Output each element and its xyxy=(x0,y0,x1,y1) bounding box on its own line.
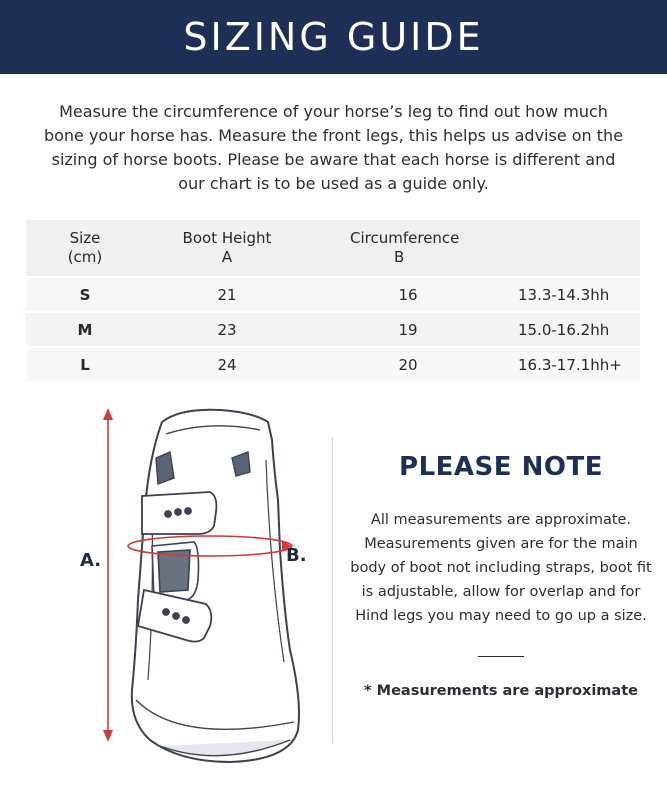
height-arrow-icon xyxy=(103,408,113,742)
cell-size: S xyxy=(79,285,91,304)
table-row xyxy=(26,276,640,311)
cell-size: L xyxy=(80,355,90,374)
label-b: B. xyxy=(286,545,307,566)
cell-hands: 16.3-17.1hh+ xyxy=(518,355,622,374)
label-a: A. xyxy=(80,550,102,571)
note-body: All measurements are approximate. Measurements given are for the main body of boot not including straps, boot fit is adjustable, allow for overlap and for Hind legs you may need to go up a size. xyxy=(350,512,652,624)
page-header xyxy=(0,0,667,74)
table-row xyxy=(26,346,640,381)
cell-circumference: 20 xyxy=(398,355,418,374)
strap-icon xyxy=(142,492,216,534)
mesh-icon xyxy=(152,542,199,600)
cell-circumference: 19 xyxy=(398,320,418,339)
boot-illustration xyxy=(70,400,330,790)
cell-size: M xyxy=(77,320,93,339)
header-circumference: Circumference B xyxy=(350,229,460,266)
table-header-row xyxy=(26,220,640,276)
cell-height: 23 xyxy=(217,320,237,339)
header-size: Size (cm) xyxy=(67,229,103,266)
cell-height: 21 xyxy=(217,285,237,304)
table-row xyxy=(26,311,640,346)
header-boot-height: Boot Height A xyxy=(182,229,272,266)
size-table xyxy=(26,220,640,381)
vertical-divider xyxy=(332,437,333,743)
page-title: SIZING GUIDE xyxy=(183,15,484,59)
cell-hands: 13.3-14.3hh xyxy=(518,285,610,304)
note-panel xyxy=(346,452,656,699)
cell-circumference: 16 xyxy=(398,285,418,304)
note-title: PLEASE NOTE xyxy=(399,452,603,482)
intro-text: Measure the circumference of your horse’s leg to find out how much bone your horse has. Measure the front legs, this helps us advise on the sizing of horse boots. Please be aware that each horse is different and our chart is to be used as a guide only. xyxy=(43,102,624,193)
cell-hands: 15.0-16.2hh xyxy=(518,320,610,339)
boot-diagram xyxy=(70,400,330,790)
cell-height: 24 xyxy=(217,355,237,374)
note-divider xyxy=(478,656,524,657)
note-footnote: * Measurements are approximate xyxy=(364,683,638,699)
